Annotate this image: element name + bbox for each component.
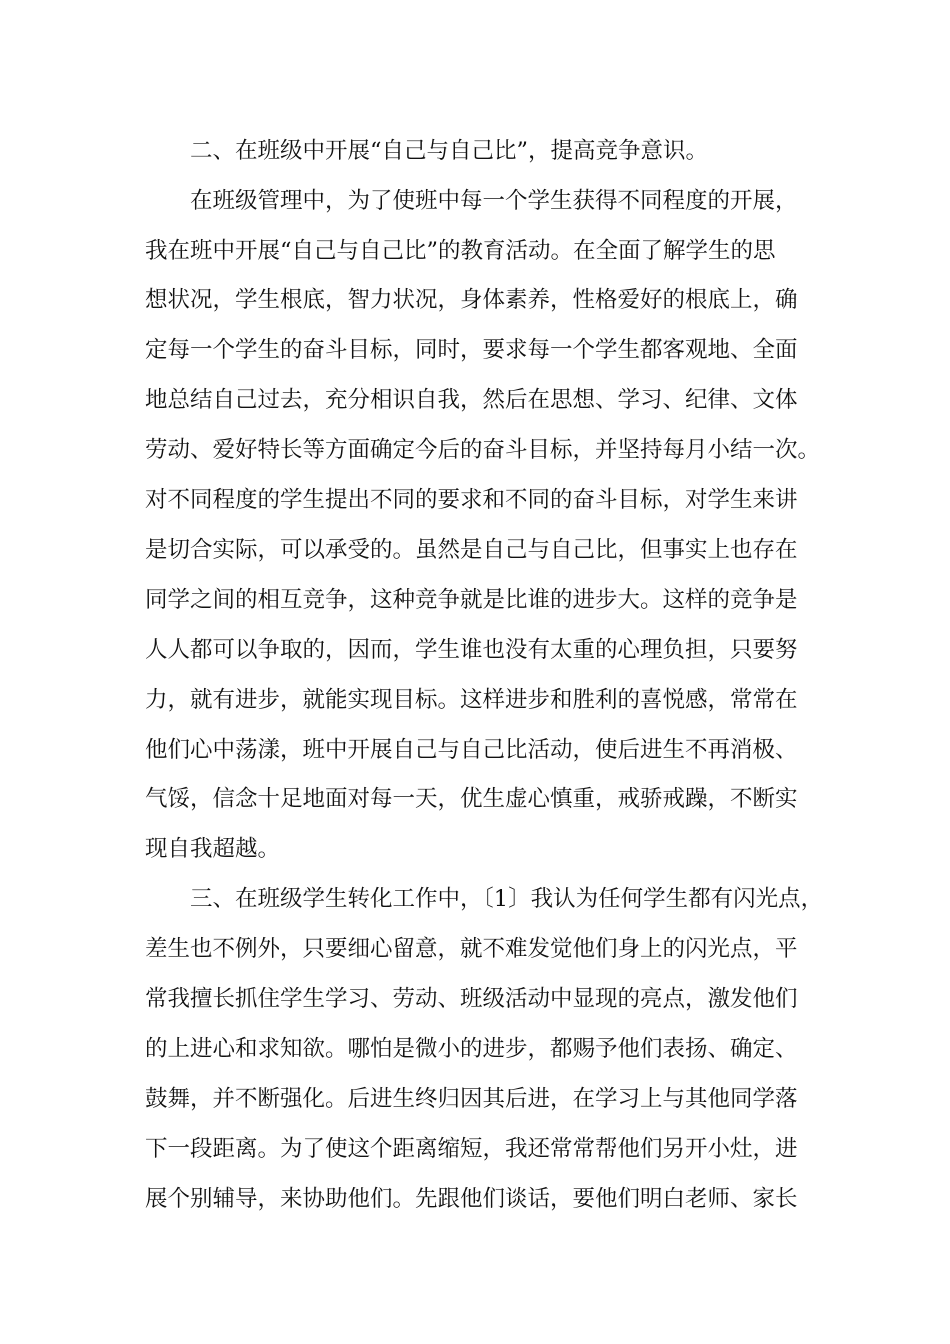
paragraph-line: 差生也不例外，只要细心留意，就不难发觉他们身上的闪光点，平 xyxy=(145,936,798,962)
paragraph-line: 展个别辅导，来协助他们。先跟他们谈话，要他们明白老师、家长 xyxy=(145,1186,798,1212)
paragraph-line: 想状况，学生根底，智力状况，身体素养，性格爱好的根底上，确 xyxy=(145,287,798,313)
paragraph-line: 现自我超越。 xyxy=(145,836,281,862)
paragraph-line: 的上进心和求知欲。哪怕是微小的进步，都赐予他们表扬、确定、 xyxy=(145,1036,798,1062)
section-heading-2: 二、在班级中开展“自己与自己比”，提高竞争意识。 xyxy=(190,138,709,164)
paragraph-line: 气馁，信念十足地面对每一天，优生虚心慎重，戒骄戒躁，不断实 xyxy=(145,786,798,812)
paragraph-line: 对不同程度的学生提出不同的要求和不同的奋斗目标，对学生来讲 xyxy=(145,487,798,513)
paragraph-line: 鼓舞，并不断强化。后进生终归因其后进，在学习上与其他同学落 xyxy=(145,1086,798,1112)
paragraph-line: 常我擅长抓住学生学习、劳动、班级活动中显现的亮点，激发他们 xyxy=(145,986,798,1012)
paragraph-line: 定每一个学生的奋斗目标，同时，要求每一个学生都客观地、全面 xyxy=(145,337,798,363)
paragraph-line: 劳动、爱好特长等方面确定今后的奋斗目标，并坚持每月小结一次。 xyxy=(145,437,821,463)
paragraph-line: 是切合实际，可以承受的。虽然是自己与自己比，但事实上也存在 xyxy=(145,537,798,563)
paragraph-line: 在班级管理中，为了使班中每一个学生获得不同程度的开展， xyxy=(190,188,798,214)
paragraph-line: 我在班中开展“自己与自己比”的教育活动。在全面了解学生的思 xyxy=(145,238,776,264)
paragraph-line: 同学之间的相互竞争，这种竞争就是比谁的进步大。这样的竞争是 xyxy=(145,587,798,613)
paragraph-line: 下一段距离。为了使这个距离缩短，我还常常帮他们另开小灶，进 xyxy=(145,1136,798,1162)
paragraph-line: 力，就有进步，就能实现目标。这样进步和胜利的喜悦感，常常在 xyxy=(145,687,798,713)
section-heading-3: 三、在班级学生转化工作中，〔1〕我认为任何学生都有闪光点， xyxy=(190,886,824,912)
paragraph-line: 他们心中荡漾，班中开展自己与自己比活动，使后进生不再消极、 xyxy=(145,737,798,763)
paragraph-line: 人人都可以争取的，因而，学生谁也没有太重的心理负担，只要努 xyxy=(145,637,798,663)
paragraph-line: 地总结自己过去，充分相识自我，然后在思想、学习、纪律、文体 xyxy=(145,387,798,413)
